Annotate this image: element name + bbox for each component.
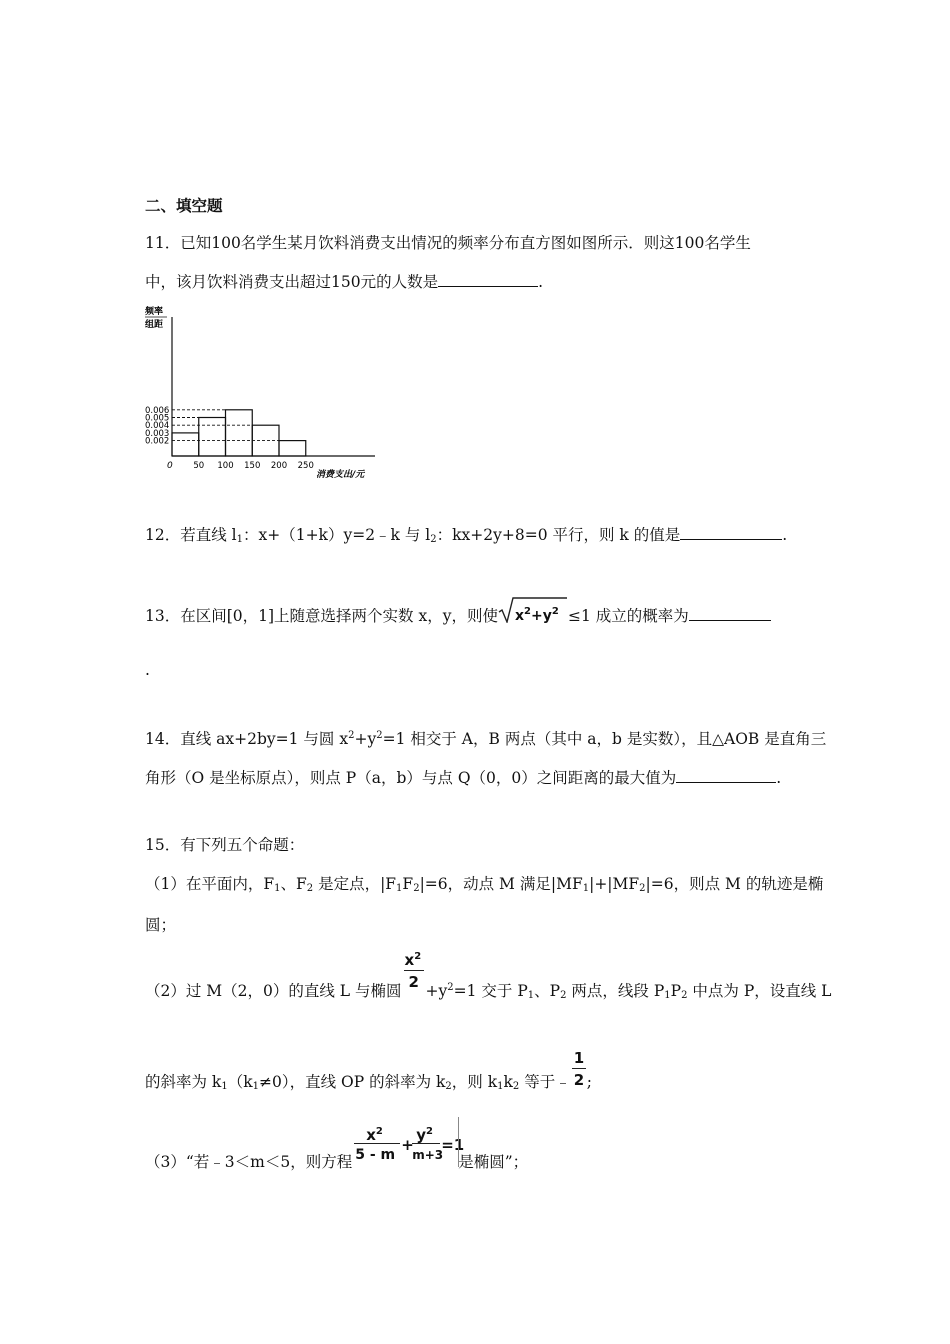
q13-end: . — [145, 661, 150, 679]
q14-text-1: 14．直线 ax+2by=1 与圆 x — [145, 730, 349, 748]
q14-line2 — [145, 768, 781, 788]
q15-i3-f2-den: m+3 — [412, 1148, 444, 1162]
q15-i3-f1-bar — [354, 1143, 400, 1144]
q15-i2-s4: 2 — [681, 990, 688, 1001]
chart-bars — [172, 410, 306, 456]
q15-i2-l2-c: ≠0），直线 OP 的斜率为 k — [258, 1073, 446, 1091]
q15-i2-fraction — [402, 951, 426, 996]
q15-i3-f1-num: x — [366, 1126, 376, 1144]
q15-i2-s1: 1 — [527, 990, 535, 1001]
q12-sub-1: 1 — [236, 534, 243, 545]
x-tick-label: 50 — [193, 461, 205, 471]
y-tick-label: 0.002 — [145, 436, 170, 447]
q15-i2-g: 中点为 P，设直线 L — [687, 982, 832, 1000]
q15-i2-a: （2）过 M（2，0）的直线 L 与椭圆 — [145, 982, 402, 1000]
q15-item2-line2 — [145, 1049, 592, 1097]
q15-i1-s4: 2 — [413, 883, 420, 894]
q15-i1-g: |=6，则点 M 的轨迹是椭 — [645, 875, 824, 893]
histogram-bar — [199, 418, 226, 457]
q15-i2-l2-e: k — [503, 1073, 513, 1091]
chart-y-ticks — [145, 406, 169, 447]
q15-item1-line2: 圆； — [145, 916, 177, 934]
q15-i3-f2-num: y — [416, 1126, 426, 1144]
q15-i2-l2-a: 的斜率为 k — [145, 1073, 222, 1091]
q15-i2-e: 两点，线段 P — [566, 982, 665, 1000]
q15-i2-f: P — [670, 982, 682, 1000]
q13-line — [145, 605, 771, 626]
histogram-bar — [279, 441, 306, 456]
q15-i2-l2-s4: 1 — [497, 1081, 504, 1092]
q15-i2-b: +y — [425, 982, 448, 1000]
q11-line2 — [145, 272, 543, 292]
q15-i2-half-bar — [572, 1068, 586, 1069]
histogram-bar — [172, 433, 199, 456]
q15-i2-l2-end: ; — [586, 1073, 592, 1091]
q14-sup-2: 2 — [376, 730, 383, 741]
y-tick-label: 0.005 — [145, 413, 170, 424]
q12-text-2: ：x+（1+k）y=2﹣k 与 l — [242, 526, 431, 544]
q15-i3-f2-bar — [412, 1143, 440, 1144]
q11-text: 中，该月饮料消费支出超过150元的人数是 — [145, 273, 439, 291]
q15-i1-f: |+|MF — [589, 875, 640, 893]
q14-text-2: +y — [354, 730, 377, 748]
q12-text-1: 12．若直线 l — [145, 526, 237, 544]
q15-intro: 15．有下列五个命题： — [145, 836, 305, 854]
q12-end: . — [782, 526, 788, 544]
q15-i2-l2-b: （k — [227, 1073, 253, 1091]
q15-i2-half-den: 2 — [573, 1071, 585, 1089]
q13-sqrt-expression — [498, 605, 568, 625]
x-tick-label: 150 — [244, 461, 261, 471]
q13-exp-x: 2 — [524, 606, 531, 617]
q15-i2-frac-num: x — [404, 951, 415, 969]
q11-line1: 11．已知100名学生某月饮料消费支出情况的频率分布直方图如图所示．则这100名学生 — [145, 234, 751, 252]
q15-i2-s2: 2 — [560, 990, 567, 1001]
q15-i2-half-fraction — [571, 1049, 587, 1089]
q15-i1-s3: 1 — [396, 883, 403, 894]
q15-i2-l2-s3: 2 — [445, 1081, 452, 1092]
histogram-bar — [226, 410, 253, 456]
q15-i1-s5: 1 — [582, 883, 590, 894]
q15-i1-a: （1）在平面内，F — [145, 875, 275, 893]
chart-axes — [172, 317, 375, 456]
chart-x-ticks — [193, 461, 314, 471]
q15-i3-f2-exp: 2 — [426, 1126, 433, 1137]
q15-i3-equation — [352, 1126, 465, 1167]
chart-x-axis-label: 消费支出/元 — [316, 470, 365, 480]
q12-text-3: ：kx+2y+8=0 平行，则 k 的值是 — [436, 526, 681, 544]
y-tick-label: 0.004 — [145, 421, 170, 432]
section-heading: 二、填空题 — [145, 197, 223, 215]
q15-i3-b: 是椭圆”； — [458, 1153, 529, 1171]
chart-origin-label: 0 — [167, 461, 173, 471]
q15-i2-frac-exp: 2 — [414, 951, 422, 962]
y-tick-label: 0.006 — [145, 405, 170, 416]
q13-text-1: 13．在区间[0，1]上随意选择两个实数 x，y，则使 — [145, 607, 498, 625]
q15-i1-s6: 2 — [639, 883, 646, 894]
q15-i2-l2-d: ，则 k — [451, 1073, 498, 1091]
q15-i2-s3: 1 — [664, 990, 671, 1001]
q15-i2-frac-bar — [404, 970, 424, 971]
q14-sup-1: 2 — [348, 730, 355, 741]
q15-i3-f1-exp: 2 — [375, 1126, 383, 1137]
q15-i2-d: 、P — [534, 982, 561, 1000]
q15-item2-line1 — [145, 951, 832, 1006]
q15-i2-c: =1 交于 P — [453, 982, 528, 1000]
x-tick-label: 200 — [270, 461, 288, 471]
q15-i1-b: 、F — [280, 875, 307, 893]
q15-item1-line1 — [145, 874, 823, 899]
q12-sub-2: 2 — [430, 534, 437, 545]
q15-i2-half-num: 1 — [573, 1049, 585, 1067]
y-axis-label-bottom: 组距 — [145, 320, 164, 330]
q15-i3-eq: =1 — [441, 1136, 465, 1154]
q15-i1-e: |=6，动点 M 满足|MF — [419, 875, 583, 893]
q15-i2-l2-f: 等于﹣ — [519, 1073, 571, 1091]
q13-answer-blank — [689, 606, 771, 621]
q13-exp-y: 2 — [551, 606, 559, 617]
q15-i1-d: F — [402, 875, 414, 893]
q15-i1-s2: 2 — [306, 883, 314, 894]
q14-end: . — [776, 769, 782, 787]
q15-i2-l2-s5: 2 — [512, 1081, 520, 1092]
q13-plus: + — [530, 608, 543, 624]
x-tick-label: 250 — [297, 461, 314, 471]
q15-i1-s1: 1 — [274, 883, 281, 894]
q12-answer-blank — [680, 525, 782, 540]
q15-i3-f1-den: 5 - m — [355, 1147, 396, 1163]
q14-text-4: 角形（O 是坐标原点），则点 P（a，b）与点 Q（0，0）之间距离的最大值为 — [145, 769, 677, 787]
q15-i2-sup: 2 — [447, 982, 454, 993]
q13-text-2: ≤1 成立的概率为 — [567, 607, 689, 625]
q15-i1-c: 是定点，|F — [313, 875, 397, 893]
q15-i3-a: （3）“若﹣3＜m＜5，则方程 — [145, 1153, 353, 1171]
q14-text-3: =1 相交于 A，B 两点（其中 a，b 是实数），且△AOB 是直角三 — [382, 730, 827, 748]
y-axis-label-top: 频率 — [145, 307, 164, 317]
y-tick-label: 0.003 — [145, 428, 170, 439]
q15-i2-frac-den: 2 — [408, 973, 419, 991]
q12-line — [145, 525, 787, 550]
q15-i3-plus: + — [401, 1136, 414, 1154]
q13-radicand-y: y — [542, 608, 552, 624]
x-tick-label: 100 — [217, 461, 234, 471]
histogram-chart — [143, 305, 383, 480]
q11-answer-blank — [438, 272, 538, 287]
q15-i3-edge — [458, 1117, 459, 1167]
q14-answer-blank — [676, 768, 776, 783]
q15-i2-l2-s2: 1 — [252, 1081, 259, 1092]
q15-i2-l2-s1: 1 — [221, 1081, 228, 1092]
q11-end: . — [538, 273, 544, 291]
q14-line1 — [145, 726, 826, 749]
q15-item3-line — [145, 1126, 529, 1172]
q13-radicand-x: x — [514, 608, 524, 624]
